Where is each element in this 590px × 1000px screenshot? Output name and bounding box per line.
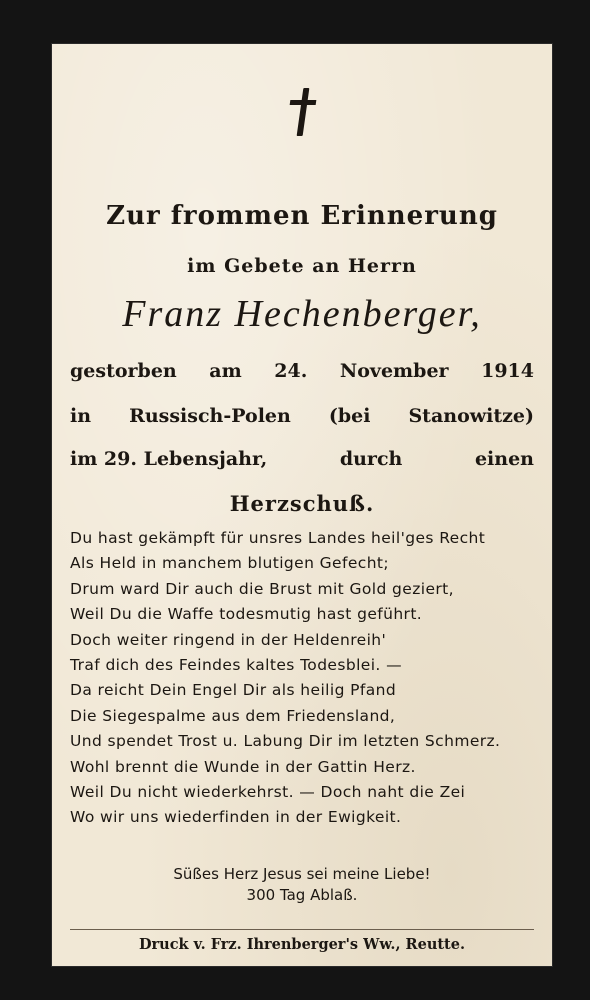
poem-line: Doch weiter ringend in der Heldenreih': [70, 630, 387, 649]
word: gestorben: [70, 360, 177, 382]
word: am: [209, 360, 242, 382]
poem-line: Weil Du die Waffe todesmutig hast geführt.: [70, 605, 423, 624]
printer-credit: Druck v. Frz. Ihrenberger's Ww., Reutte.: [138, 936, 466, 953]
memorial-poem: [70, 526, 540, 831]
death-date-line: [70, 360, 534, 382]
word: in: [70, 405, 92, 427]
word: einen: [474, 448, 534, 470]
deceased-name: Franz Hechenberger,: [122, 293, 482, 335]
word: durch: [339, 448, 403, 470]
poem-line: Weil Du nicht wiederkehrst. — Doch naht die Zei: [70, 782, 466, 801]
poem-line: Als Held in manchem blutigen Gefecht;: [70, 554, 390, 573]
poem-line: Drum ward Dir auch die Brust mit Gold geziert,: [70, 579, 454, 598]
death-place-line: [70, 405, 534, 427]
indulgence-line: 300 Tag Ablaß.: [246, 886, 358, 904]
memorial-card: [52, 44, 552, 966]
heading-line-2: im Gebete an Herrn: [187, 255, 417, 277]
word: (bei: [328, 405, 371, 427]
prayer-line: Süßes Herz Jesus sei meine Liebe!: [173, 865, 431, 883]
poem-line: Da reicht Dein Engel Dir als heilig Pfand: [70, 681, 397, 700]
poem-line: Traf dich des Feindes kaltes Todesblei. —: [70, 655, 402, 674]
poem-line: Du hast gekämpft für unsres Landes heil'ges Recht: [70, 529, 486, 547]
poem-line: Wohl brennt die Wunde in der Gattin Herz.: [70, 757, 416, 776]
word: im 29. Lebensjahr,: [70, 448, 268, 470]
word: Stanowitze): [408, 405, 534, 427]
poem-line: Wo wir uns wiederfinden in der Ewigkeit.: [70, 808, 402, 827]
poem-line: Die Siegespalme aus dem Friedensland,: [70, 706, 396, 725]
word: Russisch-Polen: [129, 405, 291, 427]
age-line: [70, 448, 534, 470]
divider: [70, 929, 534, 930]
cross-icon: [290, 88, 316, 136]
word: November: [339, 360, 449, 382]
cause-of-death: Herzschuß.: [229, 491, 375, 516]
word: 1914: [481, 360, 534, 382]
word: 24.: [274, 360, 308, 382]
heading-line-1: Zur frommen Erinnerung: [106, 201, 498, 231]
poem-line: Und spendet Trost u. Labung Dir im letzten Schmerz.: [70, 732, 501, 751]
